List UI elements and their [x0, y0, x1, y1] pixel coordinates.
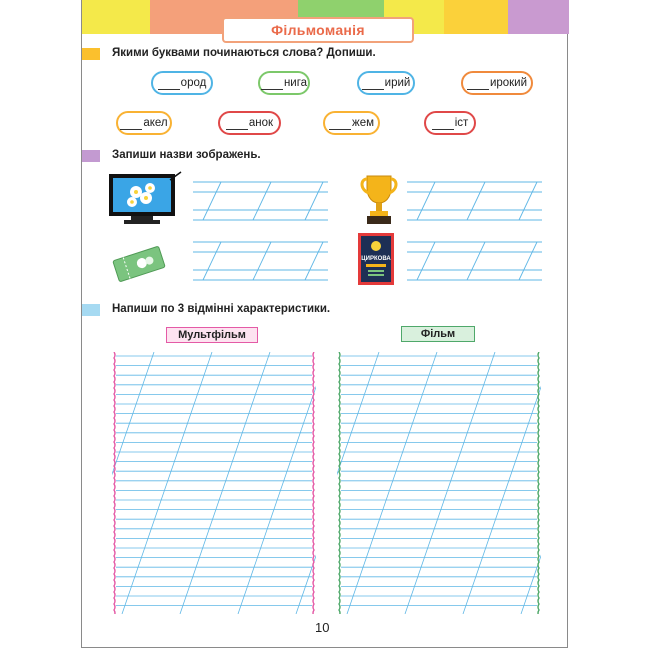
word-pill[interactable]: [357, 71, 415, 95]
blank-line[interactable]: [158, 77, 180, 90]
slant-line: [337, 352, 379, 614]
cartoon-writing-area[interactable]: [112, 352, 316, 614]
task3-instruction: Напиши по 3 відмінні характеристики.: [112, 303, 331, 315]
margin-border: [313, 352, 314, 614]
blank-line[interactable]: [261, 77, 283, 90]
slant-line: [253, 182, 271, 220]
writing-lines-tv[interactable]: [193, 180, 328, 222]
word-ending: акел: [143, 117, 168, 129]
word-pill[interactable]: [323, 111, 380, 135]
page-number: 10: [315, 620, 330, 635]
writing-lines-poster[interactable]: [407, 240, 542, 282]
word-pill[interactable]: [151, 71, 213, 95]
slant-line: [463, 352, 541, 614]
slant-line: [347, 352, 437, 614]
slant-line: [112, 352, 154, 614]
word-ending: ирий: [384, 77, 411, 89]
margin-border: [114, 352, 115, 614]
page-title: Фільмоманія: [222, 17, 414, 43]
word-ending: жем: [352, 117, 374, 129]
word-ending: анок: [248, 117, 274, 129]
slant-line: [519, 242, 537, 280]
word-pill[interactable]: [461, 71, 533, 95]
slant-line: [238, 352, 316, 614]
word-ending: ирокий: [489, 77, 528, 89]
header-stripe: [82, 0, 150, 34]
slant-line: [467, 182, 485, 220]
word-pill[interactable]: [258, 71, 310, 95]
task1-instruction: Якими буквами починаються слова? Допиши.: [112, 47, 376, 59]
film-label: Фільм: [401, 326, 475, 342]
word-ending: нига: [283, 77, 308, 89]
slant-line: [305, 182, 323, 220]
blank-line[interactable]: [226, 117, 248, 130]
slant-line: [203, 242, 221, 280]
slant-line: [405, 352, 495, 614]
blank-line[interactable]: [467, 77, 489, 90]
slant-line: [305, 242, 323, 280]
blank-line[interactable]: [362, 77, 384, 90]
poster-text: ЦИРКОВА: [361, 256, 391, 262]
circus-poster-icon: [357, 232, 395, 286]
blank-line[interactable]: [120, 117, 142, 130]
writing-lines-ticket[interactable]: [193, 240, 328, 282]
task2-marker: [82, 150, 100, 162]
writing-lines-trophy[interactable]: [407, 180, 542, 222]
cinema-ticket-icon: [110, 243, 168, 285]
film-writing-area[interactable]: [337, 352, 541, 614]
word-ending: ород: [180, 77, 207, 89]
blank-line[interactable]: [432, 117, 454, 130]
word-pill[interactable]: [218, 111, 281, 135]
slant-line: [122, 352, 212, 614]
cartoon-label: Мультфільм: [166, 327, 258, 343]
margin-border: [339, 352, 340, 614]
task1-marker: [82, 48, 100, 60]
slant-line: [180, 352, 270, 614]
margin-border: [538, 352, 539, 614]
gold-trophy-icon: [358, 172, 400, 226]
slant-line: [467, 242, 485, 280]
header-stripe: [150, 0, 228, 34]
slant-line: [253, 242, 271, 280]
header-stripe: [444, 0, 508, 34]
slant-line: [417, 242, 435, 280]
slant-line: [519, 182, 537, 220]
blank-line[interactable]: [329, 117, 351, 130]
word-ending: іст: [454, 117, 469, 129]
word-pill[interactable]: [424, 111, 476, 135]
tv-screen-with-flowers-icon: [106, 170, 184, 228]
task2-instruction: Запиши назви зображень.: [112, 149, 261, 161]
header-stripe: [508, 0, 569, 34]
slant-line: [417, 182, 435, 220]
task3-marker: [82, 304, 100, 316]
slant-line: [203, 182, 221, 220]
word-pill[interactable]: [116, 111, 172, 135]
